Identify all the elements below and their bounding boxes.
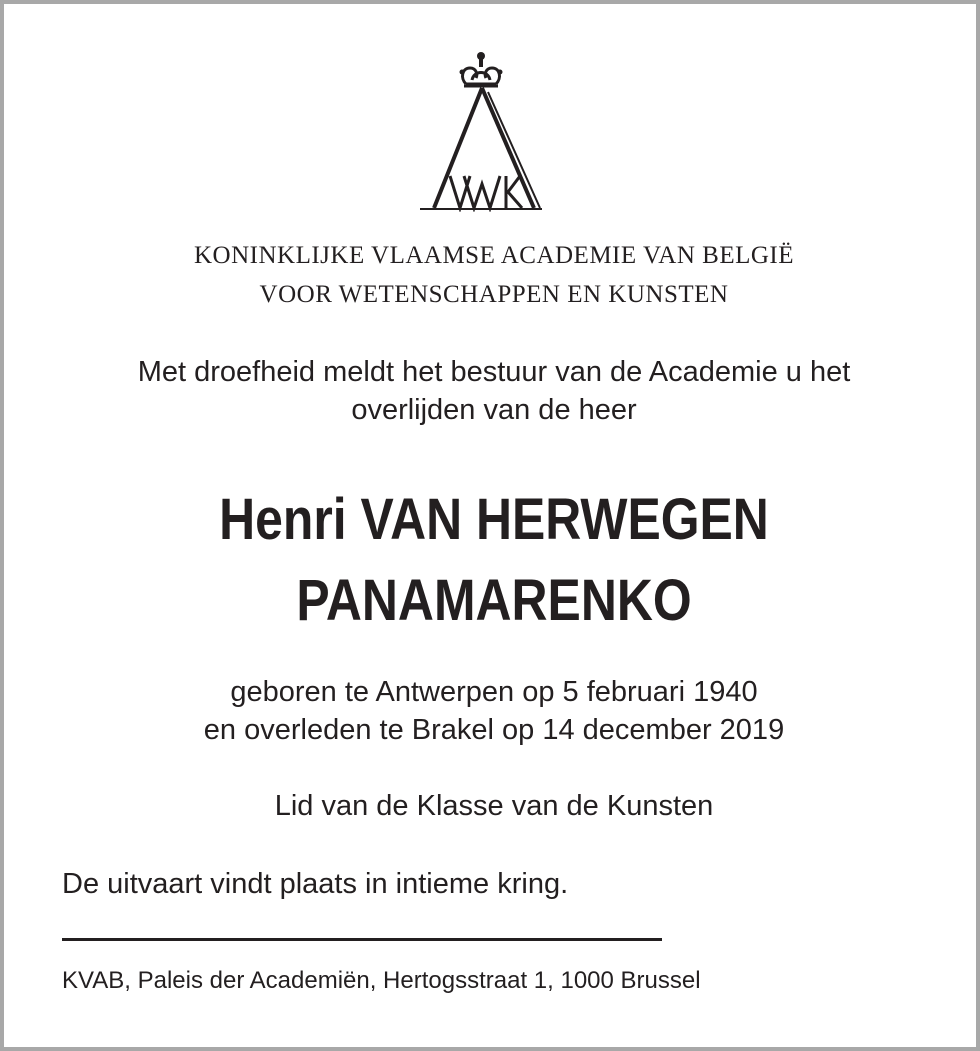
academy-name-line2: VOOR WETENSCHAPPEN EN KUNSTEN [259,281,729,308]
deceased-name: Henri VAN HERWEGEN [219,487,769,552]
death-info: en overleden te Brakel op 14 december 2019 [203,714,785,746]
academy-name-line1: KONINKLIJKE VLAAMSE ACADEMIE VAN BELGIË [193,242,795,269]
kvab-crown-logo [416,48,546,212]
birth-info: geboren te Antwerpen op 5 februari 1940 [230,676,758,708]
funeral-info: De uitvaart vindt plaats in intieme kring. [62,868,569,900]
divider-line [62,938,662,941]
announcement-line1: Met droefheid meldt het bestuur van de Academie u het [137,356,851,388]
announcement-line2: overlijden van de heer [351,394,637,426]
academy-address: KVAB, Paleis der Academiën, Hertogsstraat 1, 1000 Brussel [62,967,701,994]
membership-info: Lid van de Klasse van de Kunsten [274,790,714,822]
deceased-pseudonym: PANAMARENKO [296,568,692,633]
